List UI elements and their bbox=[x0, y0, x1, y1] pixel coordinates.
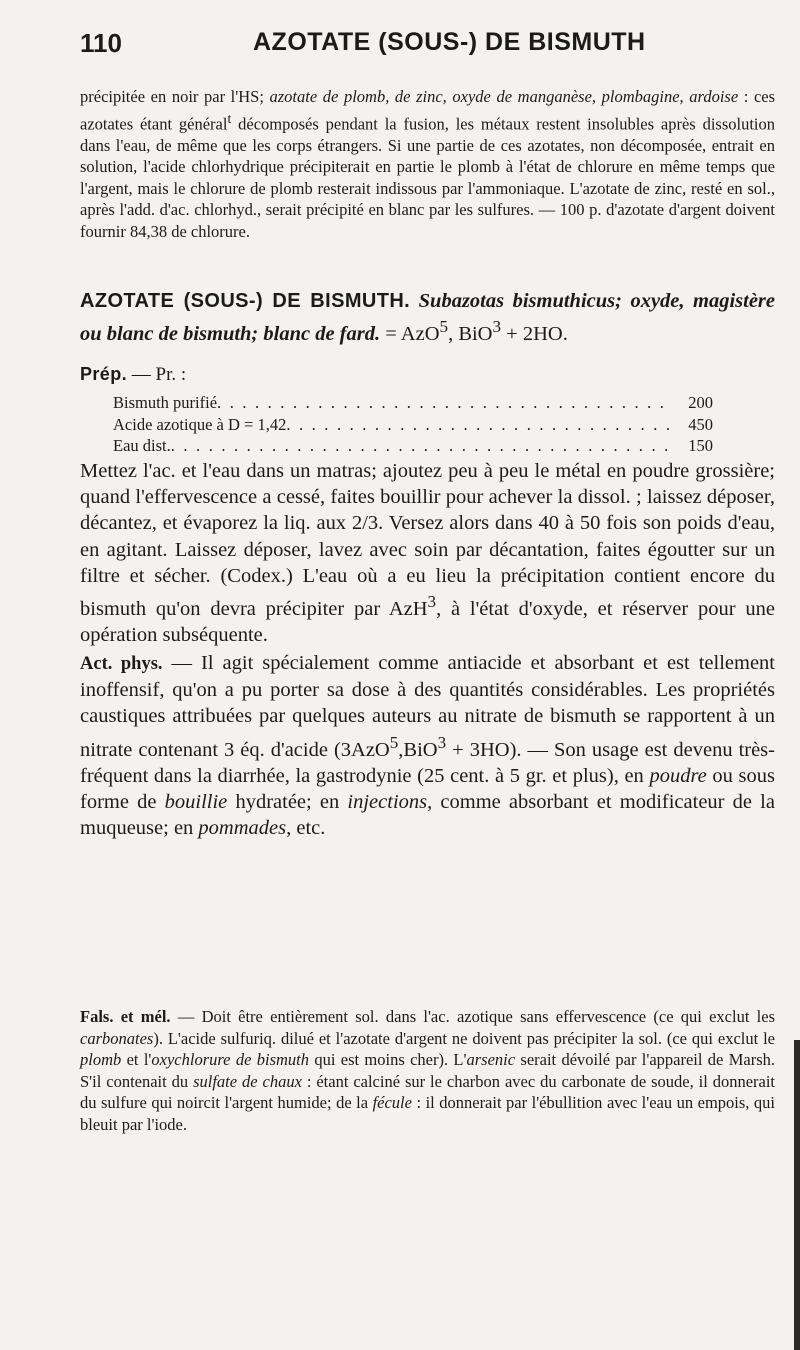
preparation-paragraph bbox=[80, 458, 775, 648]
leader-dots bbox=[171, 435, 673, 457]
para4-text-3: + 3HO). — Son usage est devenu très-fréquent dans la diarrhée, la gastrodynie (25 cent. à 5 gr. et plus), en bbox=[80, 738, 775, 787]
para5-italic-6: fécule bbox=[372, 1093, 412, 1113]
recipe-row bbox=[113, 435, 713, 457]
page-number: 110 bbox=[80, 28, 122, 58]
adulteration-paragraph bbox=[80, 1006, 775, 1136]
para4-italic-4: pommades bbox=[198, 817, 287, 840]
para5-italic-5: sulfate de chaux bbox=[193, 1071, 302, 1091]
act-label: Act. phys. bbox=[80, 654, 163, 674]
paragraph-continuation bbox=[80, 86, 775, 243]
formula-sup-1: 5 bbox=[439, 317, 449, 337]
para4-text-2: ,BiO bbox=[398, 738, 438, 761]
para5-text-7: : il donnerait par l'ébullition avec l'eau un empois, qui bleuit par l'iode. bbox=[80, 1093, 776, 1134]
para5-italic-3: oxychlorure de bismuth bbox=[151, 1050, 309, 1070]
recipe-row bbox=[113, 414, 713, 436]
para4-sup-1: 5 bbox=[389, 732, 399, 752]
prep-label: Prép. bbox=[80, 364, 128, 384]
entry-synonyms: Subazotas bismuthicus; oxyde, magistère ou blanc de bismuth; blanc de fard. bbox=[80, 290, 775, 346]
physiological-action-paragraph bbox=[80, 650, 775, 841]
recipe-quantity: 150 bbox=[688, 436, 713, 455]
para1-text-3: décomposés pendant la fusion, les métaux restent insolubles après dissolution dans l'eau, de même que les corps étrangers. Si une partie de ces azotates, non décomposée, entrait en solution, l'acide chlorhydrique précipiterait en partie le plomb à l'état de chlorure en même temps que l'argent, mais le chlorure de plomb resterait indissous par l'ammoniaque. L'azotate de zinc, resté en sol., après l'add. d'ac. chlorhyd., serait précipité en blanc par les sulfures. — 100 p. d'azotate d'argent doivent fournir 84,38 de chlorure. bbox=[80, 114, 775, 242]
recipe-row bbox=[113, 392, 713, 414]
para4-italic-2: bouillie bbox=[164, 790, 228, 813]
book-page bbox=[80, 0, 776, 1134]
para5-text-1: — Doit être entièrement sol. dans l'ac. azotique sans effervescence (ce qui exclut les bbox=[170, 1007, 775, 1026]
para1-text-1: précipitée en noir par l'HS; bbox=[80, 87, 270, 106]
formula-part-3: + 2HO. bbox=[501, 323, 568, 346]
recipe-quantity: 450 bbox=[688, 414, 713, 434]
para5-italic-2: plomb bbox=[80, 1050, 122, 1070]
para4-italic-1: poudre bbox=[649, 764, 707, 787]
formula-part-1: = AzO bbox=[380, 323, 440, 346]
para5-text-2: ). L'acide sulfuriq. dilué et l'azotate d'argent ne doivent pas précipiter la sol. (ce qui exclut le bbox=[153, 1028, 775, 1048]
leader-dots bbox=[286, 414, 673, 436]
para4-text-7: , etc. bbox=[286, 817, 326, 840]
para5-text-6: : étant calciné sur le charbon avec du carbonate de soude, il donnerait du sulfure qui noircit l'argent humide; de la bbox=[80, 1071, 776, 1113]
entry-title: AZOTATE (SOUS-) DE BISMUTH. bbox=[80, 290, 411, 312]
para5-italic-4: arsenic bbox=[466, 1050, 516, 1070]
para5-text-4: qui est moins cher). L' bbox=[309, 1050, 467, 1070]
formula-sup-2: 3 bbox=[492, 317, 502, 337]
para5-text-5: serait dévoilé par l'appareil de Marsh. S'il contenait du bbox=[80, 1050, 775, 1091]
prep-text: — Pr. : bbox=[127, 364, 187, 385]
preparation-line bbox=[80, 364, 186, 386]
recipe-ingredient: Eau dist. bbox=[113, 436, 171, 455]
fals-label: Fals. et mél. bbox=[80, 1007, 171, 1026]
recipe-list bbox=[113, 392, 713, 457]
para4-text-4: ou sous forme de bbox=[80, 764, 775, 813]
recipe-ingredient: Acide azotique à D = 1,42 bbox=[113, 414, 287, 434]
para3-text-2: , à l'état d'oxyde, et réserver pour une opération subséquente. bbox=[80, 597, 775, 647]
recipe-ingredient: Bismuth purifié bbox=[113, 393, 218, 412]
running-title: AZOTATE (SOUS-) DE BISMUTH bbox=[253, 28, 646, 56]
para1-text-2: : ces azotates étant général bbox=[80, 87, 776, 134]
para3-sup-1: 3 bbox=[427, 592, 437, 612]
entry-heading bbox=[80, 288, 775, 347]
para5-text-3: et l' bbox=[121, 1050, 152, 1070]
para4-sup-2: 3 bbox=[437, 732, 447, 752]
para4-text-6: , comme absorbant et modificateur de la muqueuse; en bbox=[80, 790, 775, 840]
para4-text-1: — Il agit spécialement comme antiacide et absorbant et est tellement inoffensif, qu'on a pu porter sa dose à des quantités considérables. Les propriétés caustiques attribuées par quelques auteurs au nitrate de bismuth se rapportent à un nitrate contenant 3 éq. d'acide (3AzO bbox=[80, 652, 775, 761]
recipe-quantity: 200 bbox=[688, 393, 713, 412]
page-header bbox=[80, 0, 775, 70]
leader-dots bbox=[217, 392, 673, 414]
para5-italic-1: carbonates bbox=[80, 1028, 154, 1048]
para1-sup-1: t bbox=[227, 110, 232, 126]
page-edge-shadow bbox=[794, 1040, 800, 1350]
para3-text-1: Mettez l'ac. et l'eau dans un matras; ajoutez peu à peu le métal en poudre grossière; quand l'effervescence a cessé, faites bouillir pour achever la dissol. ; laissez déposer, décantez, et évaporez la liq. aux 2/3. Versez alors dans 40 à 50 fois son poids d'eau, en agitant. Laissez déposer, lavez avec soin par décantation, faites égoutter sur un filtre et sécher. (Codex.) L'eau où a eu lieu la précipitation contient encore du bismuth qu'on devra précipiter par AzH bbox=[80, 460, 775, 620]
para4-italic-3: injections bbox=[347, 790, 428, 813]
para1-italic-1: azotate de plomb, de zinc, oxyde de manganèse, plombagine, ardoise bbox=[269, 87, 739, 106]
formula-part-2: , BiO bbox=[448, 323, 493, 346]
para4-text-5: hydratée; en bbox=[227, 790, 348, 813]
